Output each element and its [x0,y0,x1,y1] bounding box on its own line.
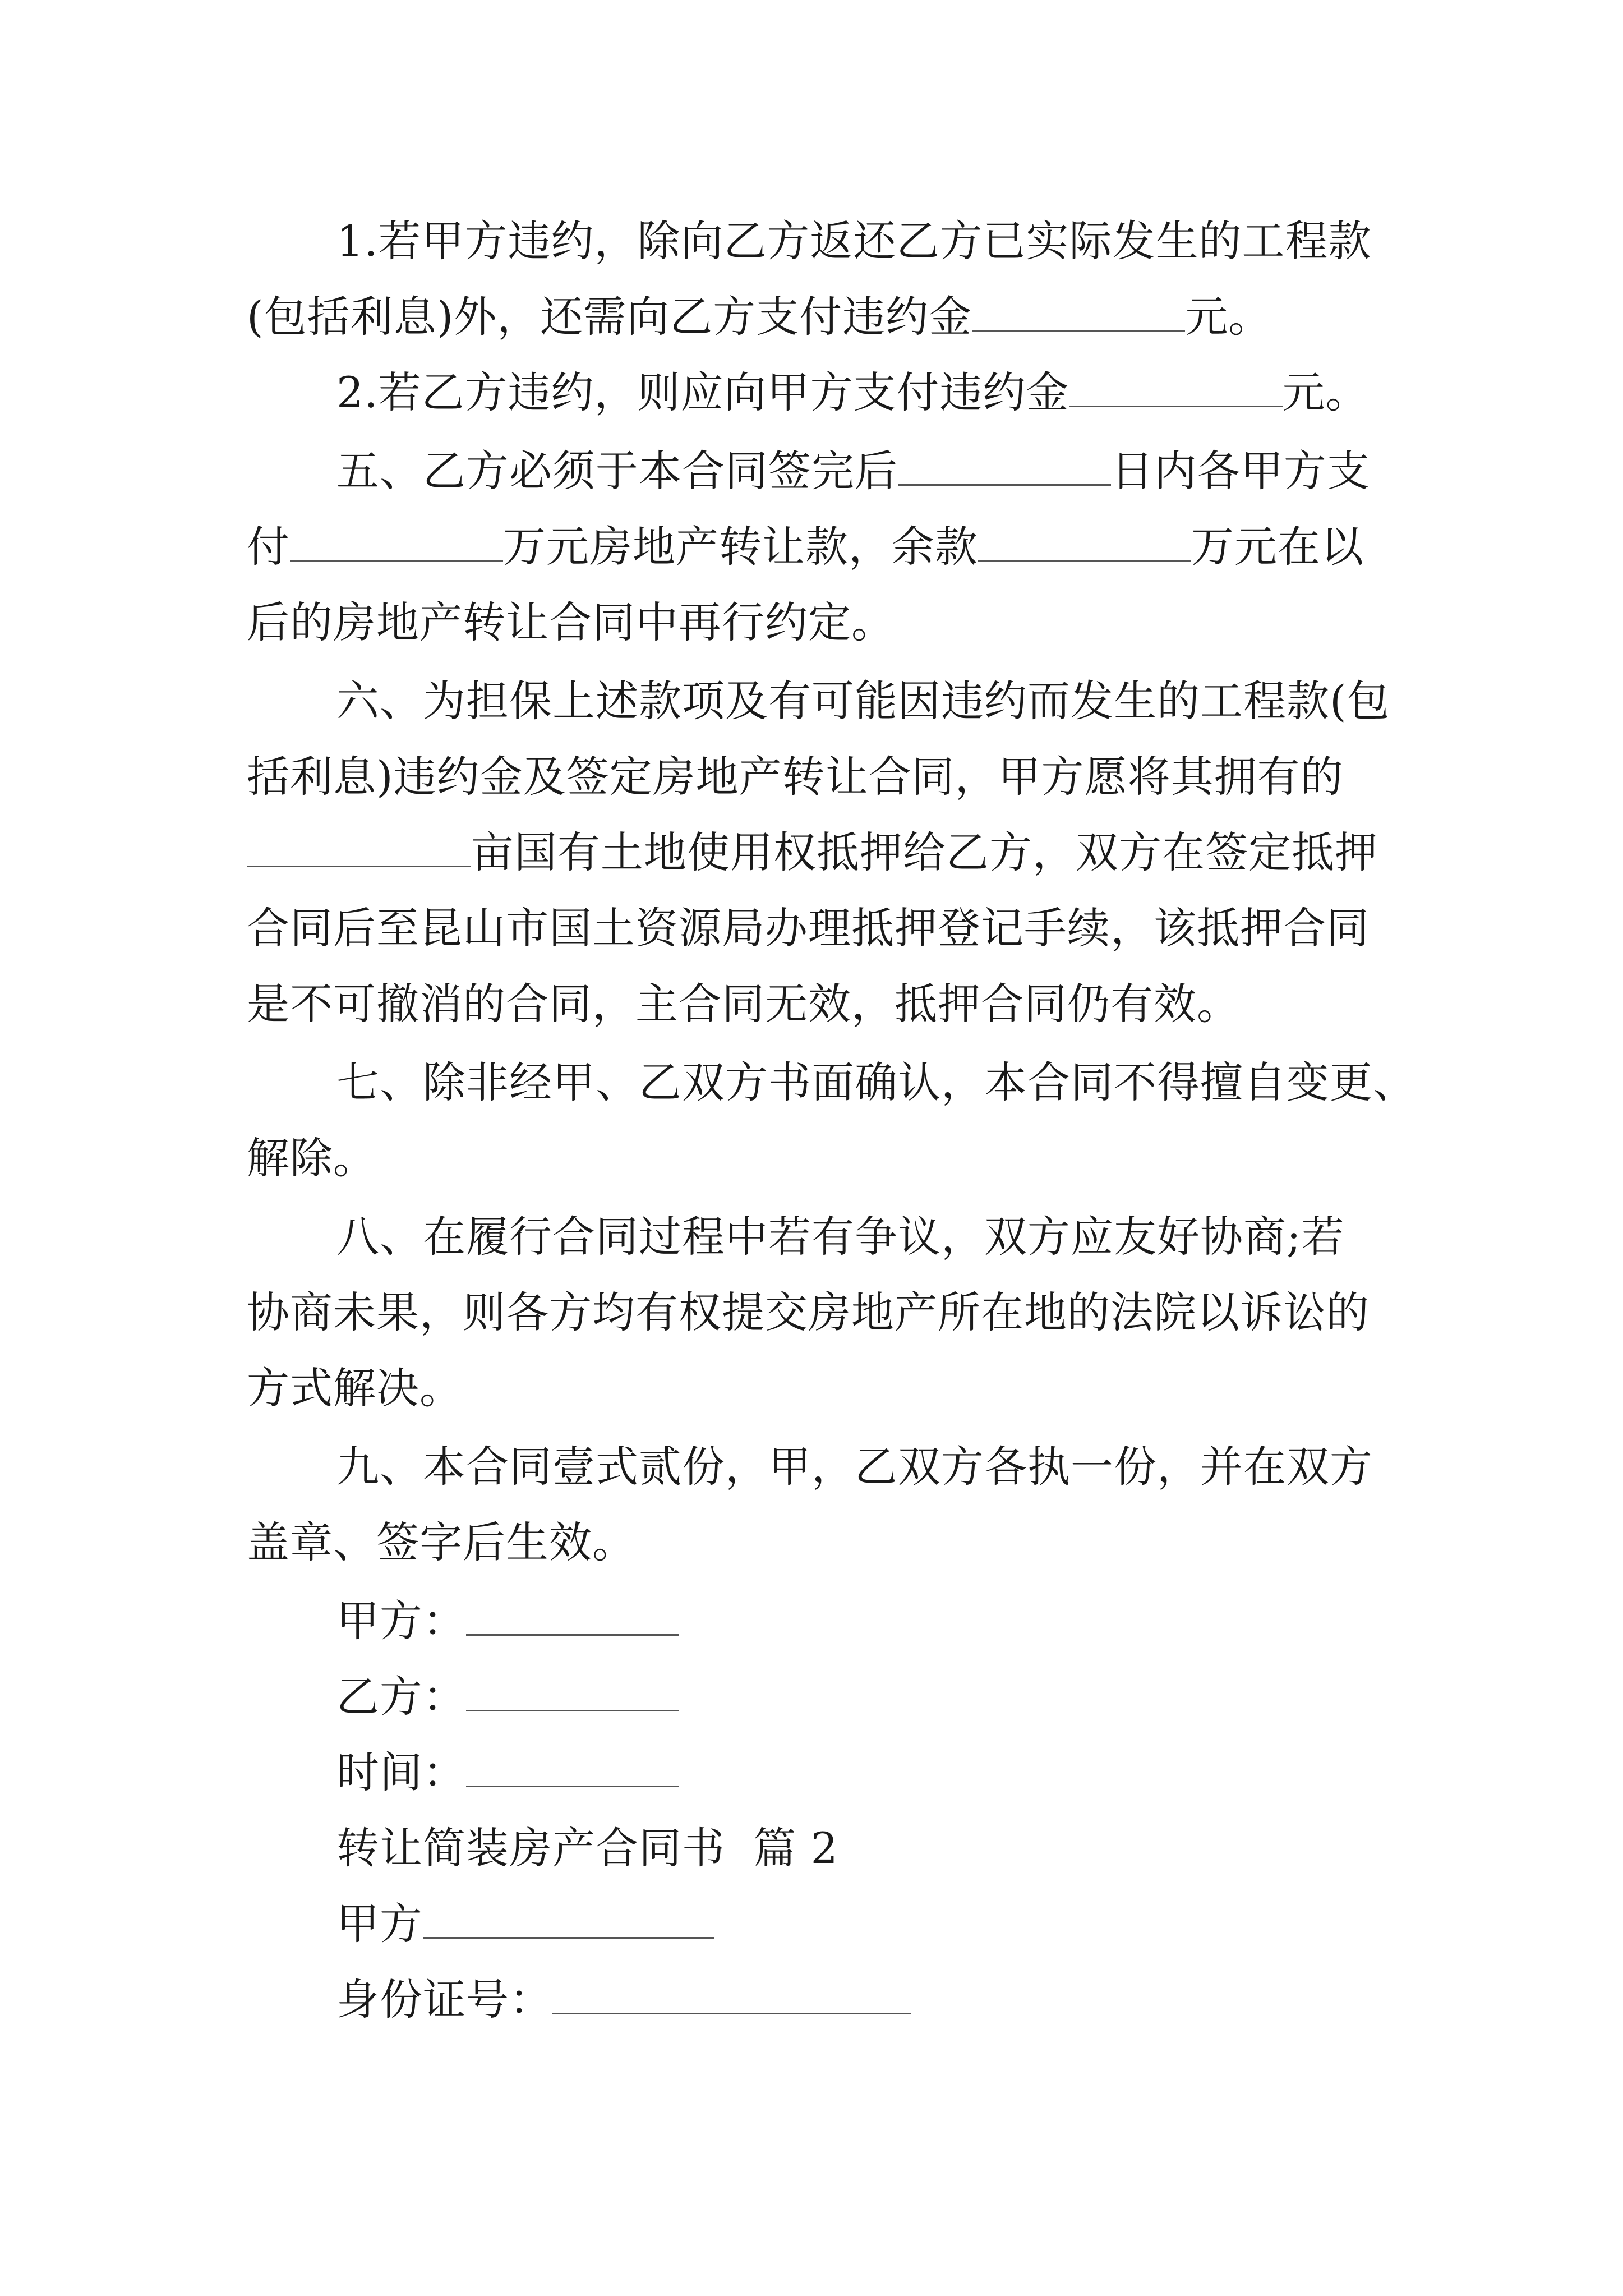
id-number-blank[interactable] [552,1979,911,2014]
text: 合同后至昆山市国土资源局办理抵押登记手续，该抵押合同 [247,903,1370,953]
signature-label: 时间： [336,1747,466,1797]
paragraph-6-line-5 [0,976,1623,1032]
text: 亩国有土地使用权抵押给乙方，双方在签定抵押 [471,827,1378,877]
fill-blank[interactable] [247,832,471,867]
text: 八、在履行合同过程中若有争议，双方应友好协商;若 [336,1212,1345,1262]
signature-blank[interactable] [466,1752,679,1787]
paragraph-8-line-1 [0,1209,1623,1265]
text: 2.若乙方违约，则应向甲方支付违约金 [336,367,1069,417]
paragraph-8-line-3 [0,1360,1623,1416]
text: (包括利息)外，还需向乙方支付违约金 [247,292,972,342]
paragraph-5-line-3 [0,595,1623,651]
text: 万元房地产转让款，余款 [503,522,978,572]
paragraph-6-line-1 [0,673,1623,729]
paragraph-7-line-2 [0,1130,1623,1186]
paragraph-1-line-2 [0,289,1623,345]
id-number-line [0,1972,1623,2028]
fill-blank[interactable] [1069,372,1283,407]
paragraph-8-line-2 [0,1285,1623,1341]
text: 后的房地产转让合同中再行约定。 [247,597,895,647]
text: 万元在以 [1191,522,1364,572]
signature-label: 乙方： [336,1672,466,1722]
signature-party-b [0,1669,1623,1725]
signature-party-a [0,1593,1623,1649]
text: 元。 [1185,292,1272,342]
text: 日内各甲方支 [1111,446,1370,496]
text: 六、为担保上述款项及有可能因违约而发生的工程款(包 [336,676,1390,726]
signature-time [0,1745,1623,1801]
party-a-label: 甲方 [336,1899,423,1949]
paragraph-6-line-2 [0,749,1623,805]
text: 是不可撤消的合同，主合同无效，抵押合同仍有效。 [247,979,1240,1029]
paragraph-1-line-1 [0,213,1623,269]
text: 元。 [1282,367,1369,417]
text: 付 [247,522,290,572]
paragraph-9-line-1 [0,1439,1623,1495]
text: 九、本合同壹式贰份，甲，乙双方各执一份，并在双方 [336,1442,1373,1492]
fill-blank[interactable] [978,526,1191,562]
text: 1.若甲方违约，除向乙方返还乙方已实际发生的工程款 [336,216,1372,266]
section-title-text: 转让简装房产合同书 篇 2 [336,1823,838,1873]
paragraph-7-line-1 [0,1055,1623,1111]
text: 七、除非经甲、乙双方书面确认，本合同不得擅自变更、 [336,1057,1416,1107]
signature-blank[interactable] [466,1676,679,1711]
paragraph-5-line-1 [0,443,1623,499]
signature-blank[interactable] [466,1600,679,1636]
paragraph-9-line-2 [0,1515,1623,1571]
paragraph-2 [0,365,1623,421]
signature-label: 甲方： [336,1596,466,1646]
paragraph-6-line-4 [0,900,1623,956]
text: 方式解决。 [247,1363,463,1413]
text: 括利息)违约金及签定房地产转让合同，甲方愿将其拥有的 [247,752,1344,802]
id-number-label: 身份证号： [336,1975,552,2024]
fill-blank[interactable] [898,450,1111,486]
fill-blank[interactable] [290,526,503,562]
paragraph-6-line-3 [0,825,1623,881]
text: 解除。 [247,1133,376,1183]
text: 五、乙方必须于本合同签完后 [336,446,898,496]
text: 协商未果，则各方均有权提交房地产所在地的法院以诉讼的 [247,1287,1370,1337]
fill-blank[interactable] [972,296,1185,332]
text: 盖章、签字后生效。 [247,1517,635,1567]
section-title [0,1820,1623,1876]
party-a-line [0,1896,1623,1952]
paragraph-5-line-2 [0,519,1623,575]
party-a-blank[interactable] [423,1903,714,1939]
